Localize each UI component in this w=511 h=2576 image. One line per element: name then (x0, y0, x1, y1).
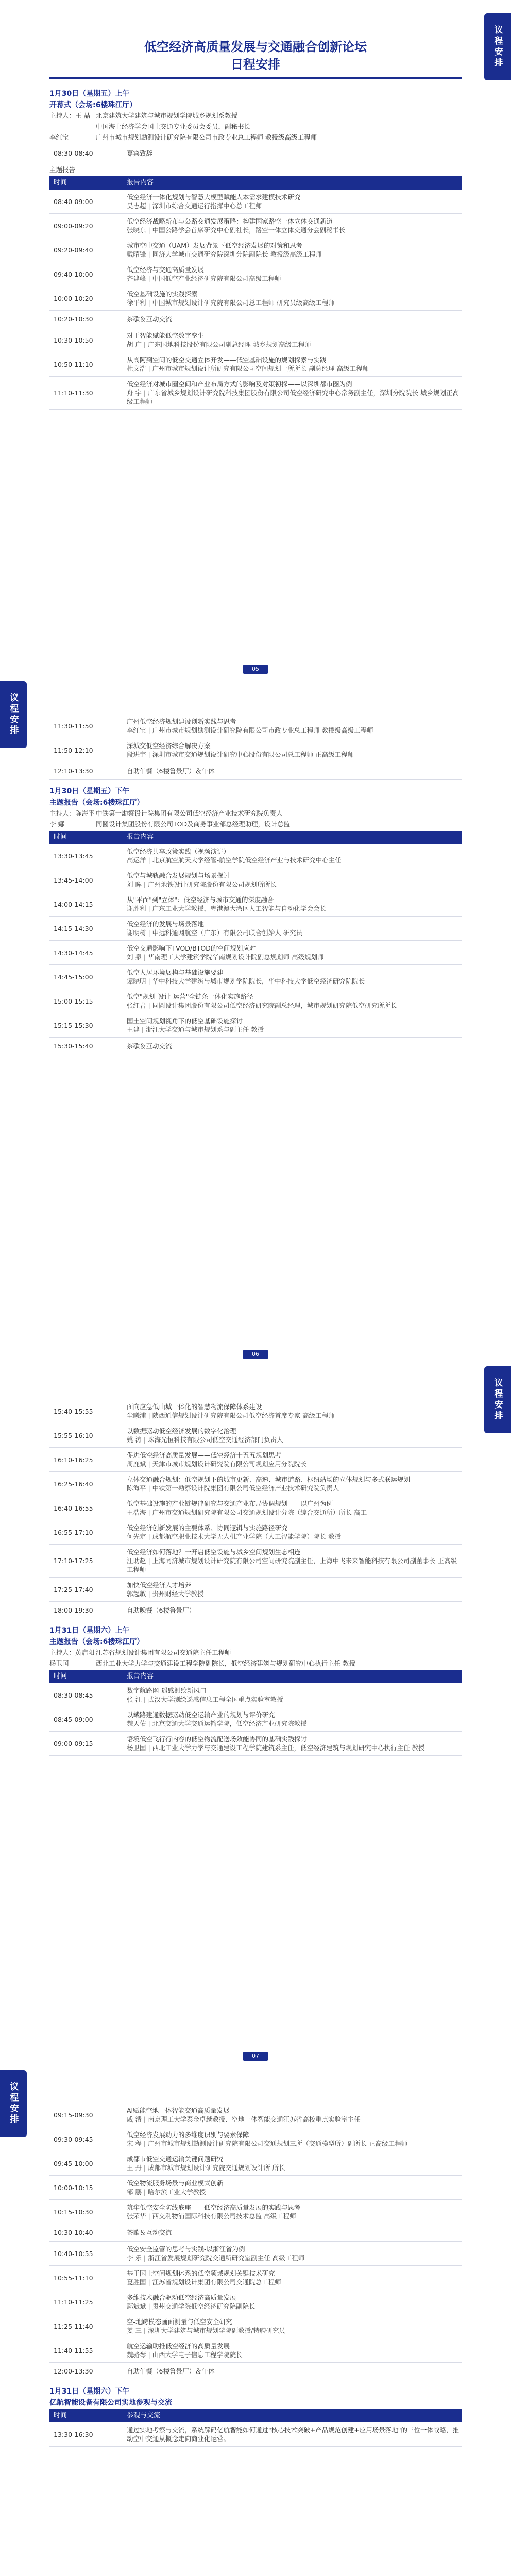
table-row (49, 868, 462, 892)
row-content (127, 1451, 462, 1468)
row-time: 10:00-10:20 (54, 294, 93, 302)
col-content: 参观与交流 (127, 2412, 161, 2419)
table-row (49, 2127, 462, 2151)
page-number: 07 (243, 2052, 268, 2061)
table-row (49, 2103, 462, 2127)
row-time: 12:10-13:30 (54, 767, 93, 775)
row-speaker: 姜 三 | 深圳大学建筑与城市规划学院副教授/特聘研究员 (127, 2327, 285, 2334)
host-line (49, 1659, 462, 1668)
row-topic: 低空交通影响下TVOD/BTOD的空间规划应对 (127, 944, 256, 952)
row-speaker: 王浩海 | 广州市交通规划研究院有限公司交通规划设计分院（综合交通所）所长 高工 (127, 1509, 367, 1516)
row-time: 10:15-10:30 (54, 2208, 93, 2216)
row-topic: 低空基础设施的实践探索 (127, 290, 198, 298)
table-row (49, 1602, 462, 1619)
row-speaker: 陈海平 | 中铁第一勘察设计院集团有限公司低空经济产业技术研究院负责人 (127, 1484, 339, 1492)
table-row (49, 1496, 462, 1520)
agenda-tab: 议程安排 (484, 1366, 511, 1433)
row-content (127, 290, 462, 307)
host-line (49, 820, 462, 828)
report-title: 主题报告 (49, 166, 76, 174)
row-time: 16:55-17:10 (54, 1528, 93, 1536)
welcome-time: 08:30-08:40 (54, 149, 93, 157)
day2-am-subheading: 主题报告（会场:6楼珠江厅） (49, 1638, 144, 1646)
row-topic: 基于国土空间规划体系的低空领域规划关键技术研究 (127, 2269, 275, 2277)
agenda-tab: 议程安排 (0, 2070, 27, 2137)
col-time: 时间 (54, 1672, 67, 1680)
row-time: 09:20-09:40 (54, 246, 93, 254)
row-content (127, 2269, 462, 2286)
table-row (49, 1707, 462, 1732)
table-row (49, 2363, 462, 2380)
row-content (127, 717, 462, 735)
row-time: 18:00-19:30 (54, 1606, 93, 1614)
row-time: 13:30-13:45 (54, 852, 93, 860)
page-number: 06 (243, 1350, 268, 1359)
row-content (127, 2293, 462, 2311)
row-time: 16:40-16:55 (54, 1504, 93, 1512)
row-speaker: 宋 程 | 广州市城市规划勘测设计研究院有限公司交通规划三所（交通模型所）副所长 正高级工程师 (127, 2140, 408, 2147)
row-content (127, 920, 462, 937)
row-topic: 低空经济对城市圈空间和产业布局方式的影响及对策初探——以深圳都市圈为例 (127, 380, 352, 388)
day1-am-subheading: 开幕式（会场:6楼珠江厅） (49, 101, 137, 109)
table-header (49, 2409, 462, 2422)
table-row (49, 286, 462, 311)
row-speaker: 周鹿斌 | 天津市城市规划设计研究院有限公司规划应用分院院长 (127, 1460, 307, 1468)
row-content (127, 2367, 462, 2376)
row-time: 15:00-15:15 (54, 997, 93, 1005)
row-topic: 空-地跨模态画面测量与低空安全研究 (127, 2318, 232, 2326)
table-row (49, 1578, 462, 1602)
row-time: 09:40-10:00 (54, 270, 93, 278)
row-content (127, 1735, 462, 1752)
day2-pm-heading: 1月31日（星期六）下午 (49, 2387, 130, 2396)
row-speaker: 段进宇 | 深圳市城市交通规划设计研究中心股份有限公司总工程师 正高级工程师 (127, 751, 354, 758)
day2-am-heading: 1月31日（星期六）上午 (49, 1626, 130, 1635)
row-content (127, 1402, 462, 1420)
col-time: 时间 (54, 833, 67, 841)
row-content (127, 2203, 462, 2221)
table-header (49, 831, 462, 844)
host-desc: 中铁第一勘察设计院集团有限公司低空经济产业技术研究院负责人 (96, 809, 283, 817)
row-content (127, 315, 462, 324)
row-content (127, 1016, 462, 1034)
table-row (49, 1038, 462, 1055)
table-row (49, 2422, 462, 2447)
row-time: 09:00-09:15 (54, 1739, 93, 1748)
col-content: 报告内容 (127, 1672, 154, 1680)
row-time: 09:00-09:20 (54, 222, 93, 230)
row-topic: 城市空中交通（UAM）发展背景下低空经济发展的对策和思考 (127, 242, 302, 249)
row-time: 15:55-16:10 (54, 1431, 93, 1439)
table-row (49, 2290, 462, 2314)
page-07 (0, 1366, 511, 2070)
host-desc: 广州市城市规划勘测设计研究院有限公司市政专业总工程师 教授级高级工程师 (96, 133, 317, 141)
row-speaker: 谭晓明 | 华中科技大学建筑与城市规划学院院长，华中科技大学低空经济研究院院长 (127, 977, 365, 985)
row-topic: 低空经济发展动力的多维度识别与要素保障 (127, 2131, 249, 2139)
table-row (49, 844, 462, 868)
row-time: 15:15-15:30 (54, 1021, 93, 1029)
row-topic: 低空经济与交通高质量发展 (127, 266, 205, 274)
table-header (49, 1670, 462, 1683)
row-time: 14:15-14:30 (54, 924, 93, 933)
row-time: 08:45-09:00 (54, 1715, 93, 1723)
divider (49, 77, 462, 79)
row-time: 11:40-11:55 (54, 2346, 93, 2354)
table-row (49, 190, 462, 214)
row-topic: 航空运输助推低空经济的高质量发展 (127, 2342, 230, 2350)
row-content (127, 741, 462, 759)
row-topic: 通过实地考察与交流，系统解码亿航智能如何通过"核心技术突破+产品规范创建+应用场景落地"的三位一体战略，推动空中交通从概念走向商业化运营。 (127, 2426, 459, 2443)
row-time: 14:45-15:00 (54, 973, 93, 981)
day1-evening (49, 1399, 462, 1756)
row-content (127, 1606, 462, 1615)
table-row (49, 238, 462, 262)
row-content (127, 1710, 462, 1728)
row-time: 08:40-09:00 (54, 197, 93, 206)
row-topic: 茶歇＆互动交流 (127, 2229, 172, 2236)
row-content (127, 355, 462, 373)
row-topic: 从"平面"到"立体"：低空经济与城市交通的深度融合 (127, 896, 274, 904)
row-content (127, 968, 462, 986)
host-line (49, 111, 462, 120)
row-content (127, 1523, 462, 1541)
table-header (49, 176, 462, 190)
row-content (127, 992, 462, 1010)
row-content (127, 1475, 462, 1493)
row-speaker: 汪助赵 | 上海同济城市规划设计研究院有限公司空间研究院副主任，上海中飞未来智能科技有限公司副董事长 正高级工程师 (127, 1557, 457, 1573)
row-speaker: 徐平利 | 中国城市规划设计研究院有限公司总工程师 研究员级高级工程师 (127, 299, 335, 307)
row-topic: 低空人居环境展构与基础设施要建 (127, 969, 224, 976)
row-speaker: 高运洋 | 北京航空航天大学经管-航空学院低空经济产业与技术研究中心主任 (127, 856, 342, 864)
row-topic: 低空"规划-设计-运营"全链条一体化实施路径 (127, 993, 253, 1001)
row-time: 11:50-12:10 (54, 746, 93, 754)
table-row (49, 1683, 462, 1707)
row-topic: 茶歇＆互动交流 (127, 315, 172, 323)
row-content (127, 871, 462, 889)
row-speaker: 魏天佑 | 北京交通大学交通运输学院，低空经济产业研究院教授 (127, 1720, 307, 1727)
welcome-text: 嘉宾致辞 (127, 149, 153, 157)
row-topic: 低空经济一体化规划与智慧大模型赋能人本需求建模技术研究 (127, 193, 301, 201)
row-topic: 低空经济共享政策实践（视频演讲） (127, 848, 230, 855)
row-content (127, 1548, 462, 1574)
agenda-tab: 议程安排 (0, 681, 27, 748)
row-time: 15:40-15:55 (54, 1407, 93, 1415)
table-row (49, 714, 462, 738)
row-content (127, 944, 462, 961)
table-row (49, 2338, 462, 2363)
row-time: 11:10-11:25 (54, 2298, 93, 2306)
row-topic: 以载路建通数据驱动低空运输产业的规划与评价研究 (127, 1711, 275, 1719)
table-row (49, 762, 462, 780)
row-speaker: 李红宝 | 广州市城市规划勘测设计研究院有限公司市政专业总工程师 教授级高级工程师 (127, 726, 373, 734)
row-content (127, 1686, 462, 1704)
host-desc: 中国海上经济学会国土交通专业委员会委员，副秘书长 (96, 123, 251, 130)
col-time: 时间 (54, 2412, 67, 2419)
row-time: 10:55-11:10 (54, 2274, 93, 2282)
day1-pm-heading: 1月30日（星期五）下午 (49, 787, 130, 795)
page-05 (0, 0, 511, 681)
day1-pm-subheading: 主题报告（会场:6楼珠江厅） (49, 799, 144, 807)
col-content: 报告内容 (127, 179, 154, 187)
row-time: 17:10-17:25 (54, 1557, 93, 1565)
day1-am-heading: 1月30日（星期五）上午 (49, 90, 130, 98)
row-speaker: 鄢斌斌 | 贵州交通学院低空经济研究院副院长 (127, 2302, 256, 2310)
table-row (49, 1399, 462, 1423)
row-topic: 低空与城轨融合发展规划与场景探讨 (127, 872, 230, 879)
row-content (127, 380, 462, 406)
row-time: 12:00-13:30 (54, 2367, 93, 2375)
row-time: 09:15-09:30 (54, 2111, 93, 2119)
table-row (49, 2266, 462, 2290)
row-content (127, 331, 462, 349)
host-line (49, 133, 462, 142)
row-speaker: 张 江 | 武汉大学测绘遥感信息工程全国重点实验室教授 (127, 1696, 283, 1703)
row-speaker: 戚 清 | 南京理工大学泰金卓越教授、空地一体智能交通江苏省高校重点实验室主任 (127, 2115, 361, 2123)
row-time: 16:25-16:40 (54, 1480, 93, 1488)
schedule-title: 日程安排 (231, 57, 280, 72)
row-speaker: 王 丹 | 成都市城市规划设计研究院交通规划设计所 所长 (127, 2164, 285, 2172)
row-content (127, 193, 462, 210)
row-time: 15:30-15:40 (54, 1042, 93, 1050)
row-content (127, 767, 462, 775)
row-time: 17:25-17:40 (54, 1585, 93, 1594)
host-desc: 西北工业大学力学与交通建设工程学院副院长，低空经济建筑与规划研究中心执行主任 教授 (96, 1659, 355, 1667)
table-row (49, 1013, 462, 1038)
day2-pm-subheading: 亿航智能设备有限公司实地参观与交流 (49, 2399, 172, 2407)
row-content (127, 2245, 462, 2262)
day1-continued (49, 714, 462, 1055)
row-speaker: 郭起敏 | 贵州财经大学教授 (127, 1590, 204, 1598)
row-speaker: 杨卫国 | 西北工业大学力学与交通建设工程学院建筑系主任，低空经济建筑与规划研究中心执行主任 教授 (127, 1744, 425, 1752)
row-time: 11:10-11:30 (54, 389, 93, 397)
row-topic: 成都市低空交通运输关键问题研究 (127, 2155, 224, 2163)
row-speaker: 张荣华 | 西交利物浦国际科技有限公司技术总监 高级工程师 (127, 2212, 296, 2220)
row-content (127, 2106, 462, 2124)
table-row (49, 1472, 462, 1496)
host-label: 主持人：黄启阳 (49, 1649, 95, 1656)
row-topic: 自助晚餐（6楼鲁景厅） (127, 1606, 195, 1614)
row-content (127, 895, 462, 913)
table-row (49, 377, 462, 410)
table-row (49, 1423, 462, 1448)
row-topic: 低空物流服务场景与商业模式创新 (127, 2179, 224, 2187)
row-time: 08:30-08:45 (54, 1691, 93, 1699)
row-time: 10:40-10:55 (54, 2249, 93, 2258)
day1-morning-section (49, 84, 462, 410)
row-speaker: 尘曦浦 | 陕西通信规划设计研究院有限公司低空经济首席专家 高级工程师 (127, 1412, 335, 1419)
table-row (49, 2242, 462, 2266)
row-content (127, 1581, 462, 1598)
table-row (49, 738, 462, 762)
host-desc: 北京建筑大学建筑与城市规划学院城乡规划系教授 (96, 112, 238, 120)
host-label: 杨卫国 (49, 1659, 69, 1667)
table-row (49, 2151, 462, 2176)
forum-title: 低空经济高质量发展与交通融合创新论坛 (144, 40, 367, 54)
table-row (49, 1732, 462, 1756)
row-topic: 加快低空经济人才培养 (127, 1581, 192, 1589)
row-speaker: 夏胜国 | 江苏省规划设计集团有限公司交通院总工程师 (127, 2278, 281, 2286)
table-row (49, 214, 462, 238)
table-row (49, 989, 462, 1013)
row-time: 14:30-14:45 (54, 948, 93, 957)
row-content (127, 241, 462, 259)
table-row (49, 2314, 462, 2338)
row-speaker: 齐建峰 | 中国低空产业经济研究院有限公司高级工程师 (127, 275, 281, 282)
row-topic: 低空安全监管的思考与实践-以浙江省为例 (127, 2245, 245, 2253)
row-speaker: 姚 涛 | 珠海光恒科技有限公司低空交通经济部门负责人 (127, 1436, 283, 1444)
row-speaker: 杜文浩 | 广州市城市规划设计所研究有限公司空间规划一所所长 副总经理 高级工程师 (127, 365, 369, 372)
row-content (127, 2342, 462, 2359)
row-speaker: 戴晴锋 | 同济大学城市交通研究院深圳分院副院长 教授级高级工程师 (127, 250, 322, 258)
row-topic: 低空基础设施的产业链规律研究与交通产业布局协调规划——以广州为例 (127, 1500, 333, 1507)
row-content (127, 2155, 462, 2172)
row-topic: 从高阿到空间的低空交通立体开发——低空基础设施的规划探索与实践 (127, 356, 327, 364)
row-speaker: 刘 晖 | 广州地铁设计研究院股份有限公司规划所所长 (127, 880, 277, 888)
row-speaker: 魏骆琴 | 山西大学电子信息工程学院院长 (127, 2351, 243, 2359)
row-speaker: 谢胜利 | 广东工业大学教授，粤港澳大湾区人工智能与自动化学会会长 (127, 905, 327, 912)
row-topic: 茶歇＆互动交流 (127, 1042, 172, 1050)
row-speaker: 吴志超 | 深圳市综合交通运行指挥中心总工程师 (127, 202, 262, 210)
row-time: 13:45-14:00 (54, 876, 93, 884)
row-topic: 自助午餐（6楼鲁景厅）＆午休 (127, 767, 215, 775)
row-topic: 深城交低空经济综合解决方案 (127, 742, 211, 750)
row-speaker: 张晓东 | 中国公路学会首席研究中心副社长，路空一体立体交通分会副秘书长 (127, 226, 346, 234)
table-row (49, 1545, 462, 1578)
row-content (127, 2130, 462, 2148)
row-topic: 对于智能赋能低空数字孪生 (127, 332, 205, 340)
page-number: 05 (243, 665, 268, 674)
row-content (127, 1427, 462, 1444)
row-content (127, 265, 462, 283)
row-time: 10:00-10:15 (54, 2183, 93, 2192)
row-content (127, 847, 462, 865)
row-time: 14:00-14:15 (54, 900, 93, 908)
row-content (127, 217, 462, 234)
row-topic: 以数据驱动低空经济发展的数字化治理 (127, 1427, 236, 1435)
table-row (49, 1520, 462, 1545)
row-topic: 自助午餐（6楼鲁景厅）＆午休 (127, 2367, 215, 2375)
row-topic: 低空经济创新发展的主要体系、协同逻辑与实施路径研究 (127, 1524, 288, 1532)
table-row (49, 2224, 462, 2242)
page-08 (0, 2070, 511, 2576)
row-content (127, 1499, 462, 1517)
table-row (49, 917, 462, 941)
row-time: 10:30-10:40 (54, 2229, 93, 2236)
row-topic: 低空经济的发展与场景落地 (127, 920, 205, 928)
host-desc: 同圆设计集团股份有限公司TOD及商务事业部总经理助理，设计总监 (96, 820, 291, 828)
host-label: 李 娜 (49, 820, 64, 828)
row-speaker: 王建 | 浙江大学交通与城市规划系与副主任 教授 (127, 1026, 264, 1033)
row-topic: 国土空间规划视角下的低空基础设施探讨 (127, 1017, 243, 1025)
page-06 (0, 681, 511, 1366)
table-row (49, 2200, 462, 2224)
row-topic: AI赋能空地一体智能交通高质量发展 (127, 2107, 230, 2114)
row-topic: 低空经济战略新布与公路交通发展策略：构建国家路空一体立体交通新道 (127, 217, 333, 225)
table-row (49, 328, 462, 352)
host-label: 李红宝 (49, 133, 69, 141)
table-row (49, 2176, 462, 2200)
row-speaker: 谢明树 | 中远科通网航空（广东）有限公司联合创始人 研究员 (127, 929, 303, 937)
host-label: 主持人：陈海平 (49, 809, 95, 817)
row-speaker: 胡 广 | 广东国地科技股份有限公司副总经理 城乡规划高级工程师 (127, 341, 311, 348)
row-time: 16:10-16:25 (54, 1455, 93, 1464)
row-topic: 数字航路网-遥感测绘新风口 (127, 1687, 207, 1694)
table-row (49, 311, 462, 328)
row-time: 09:45-10:00 (54, 2159, 93, 2167)
agenda-tab: 议程安排 (484, 13, 511, 80)
host-line (49, 809, 462, 818)
row-speaker: 李 乐 | 浙江省发展规划研究院交通所研究室副主任 高级工程师 (127, 2254, 305, 2262)
row-topic: 低空经济如何落地？一开启低空设施与城乡空间规划生态相连 (127, 1548, 301, 1556)
row-content (127, 2228, 462, 2237)
row-topic: 面向应急低山城一体化的智慧物流保障体系建设 (127, 1403, 262, 1411)
row-time: 13:30-16:30 (54, 2430, 93, 2438)
host-line (49, 1648, 462, 1657)
table-row (49, 352, 462, 377)
row-time: 11:30-11:50 (54, 722, 93, 730)
day2-continued (49, 2103, 462, 2447)
row-topic: 促进低空经济高质量发展——低空经济十五五规划思考 (127, 1451, 282, 1459)
row-topic: 筑牢低空安全防线底座——低空经济高质量发展的实践与思考 (127, 2204, 301, 2211)
table-row (49, 941, 462, 965)
welcome-row (49, 145, 462, 162)
table-row (49, 1448, 462, 1472)
table-row (49, 965, 462, 989)
row-time: 10:30-10:50 (54, 336, 93, 344)
row-speaker: 张红岩 | 同圆设计集团股份有限公司低空经济研究院副总经理，城市规划研究院低空研究所所长 (127, 1002, 397, 1009)
table-row (49, 892, 462, 917)
row-content (127, 2179, 462, 2196)
row-topic: 语境低空飞行行内容的低空物流配送场效能协同的基础实践探讨 (127, 1735, 308, 1743)
row-speaker: 舟 宇 | 广东省城乡规划设计研究院科技集团股份有限公司低空经济研究中心常务副主任，深圳分院院长 城乡规划正高级工程师 (127, 389, 459, 405)
row-topic: 广州低空经济规划建设创新实践与思考 (127, 718, 236, 725)
row-time: 09:30-09:45 (54, 2135, 93, 2143)
host-desc: 江苏省规划设计集团有限公司交通院主任工程师 (96, 1649, 231, 1656)
col-content: 报告内容 (127, 833, 154, 841)
row-speaker: 何先定 | 成都航空职业技术大学无人机产业学院（人工智能学院）院长 教授 (127, 1533, 342, 1540)
row-topic: 多维技术融合驱动低空经济高质量发展 (127, 2294, 236, 2301)
row-content (127, 2426, 462, 2443)
row-time: 10:20-10:30 (54, 315, 93, 323)
table-row (49, 262, 462, 286)
row-time: 11:25-11:40 (54, 2322, 93, 2330)
host-label: 主持人：王 晶 (49, 112, 90, 120)
col-time: 时间 (54, 179, 67, 187)
row-speaker: 邹 鹏 | 哈尔滨工业大学教授 (127, 2188, 206, 2196)
row-topic: 立体交通融合规划：低空规划下的城市更新、高速、城市道路、枢纽站场的立体规划与多式联运规划 (127, 1476, 411, 1483)
host-line (49, 122, 462, 131)
row-time: 10:50-11:10 (54, 360, 93, 368)
row-speaker: 刘 泉 | 华南理工大学建筑学院华南规划设计院副总规划师 高级规划师 (127, 953, 324, 961)
row-content (127, 2317, 462, 2335)
row-content (127, 1042, 462, 1050)
